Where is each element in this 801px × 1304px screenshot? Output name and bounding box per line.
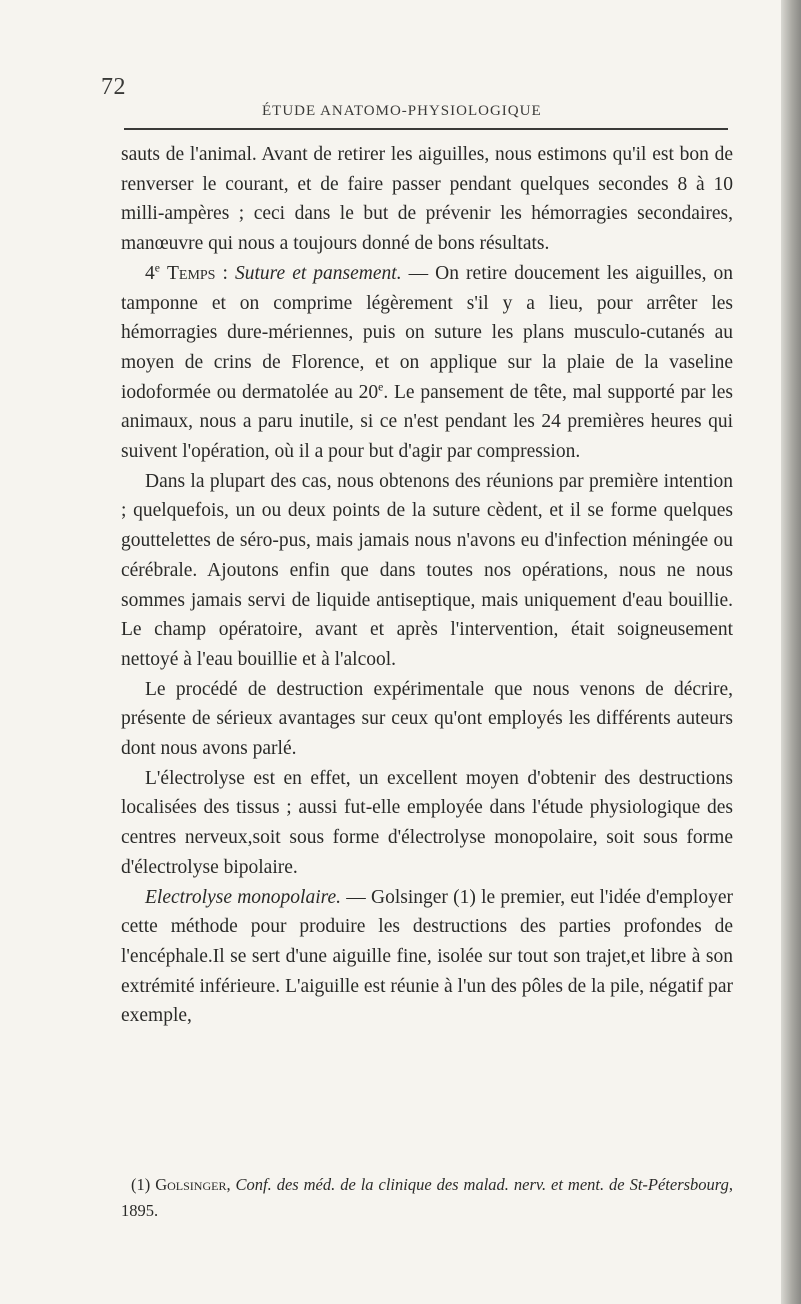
paragraph-1: sauts de l'animal. Avant de retirer les aiguilles, nous estimons qu'il est bon de renverser le courant, et de faire passer pendant quelques secondes 8 à 10 milli-ampères ; ceci dans le but de prévenir les hémorragies secondaires, manœuvre qui nous a toujours donné de bons résultats.	[121, 144, 733, 255]
footnote-marker: (1)	[131, 1175, 156, 1194]
paragraph-2-text-a: — On retire doucement les aiguilles, on tamponne et on comprime légèrement s'il y a lieu, pour arrêter les hémorragies dure-mériennes, puis on suture les plans musculo-cutanés au moyen de crins de Florence, et on applique sur la plaie de la vaseline iodoformée ou dermatolée au 20	[121, 262, 733, 403]
paragraph-6	[121, 883, 733, 1032]
step-number: 4	[145, 262, 155, 284]
step-label: Temps	[166, 262, 216, 284]
paragraph-5: L'électrolyse est en effet, un excellent moyen d'obtenir des destructions localisées des tissus ; aussi fut-elle employée dans l'étude physiologique des centres nerveux,soit sous forme d'électrolyse monopolaire, soit sous forme d'électrolyse bipolaire.	[121, 767, 733, 878]
page-number: 72	[101, 74, 126, 100]
paragraph-3: Dans la plupart des cas, nous obtenons des réunions par première intention ; quelquefois, un ou deux points de la suture cèdent, et il se forme quelques gouttelettes de séro-pus, mais jamais nous n'avons eu d'infection méningée ou cérébrale. Ajoutons enfin que dans toutes nos opérations, nous ne nous sommes jamais servi de liquide antiseptique, mais uniquement d'eau bouillie. Le champ opératoire, avant et après l'intervention, était soigneusement nettoyé à l'eau bouillie et à l'alcool.	[121, 470, 733, 670]
footnote	[121, 1172, 733, 1224]
paragraph-6-text: — Golsinger (1) le premier, eut l'idée d'employer cette méthode pour produire les destructions des parties profondes de l'encéphale.Il se sert d'une aiguille fine, isolée sur tout son trajet,et libre à son extrémité inférieure. L'aiguille est réunie à l'un des pôles de la pile, négatif par exemple,	[121, 886, 733, 1027]
footnote-reference: Conf. des méd. de la clinique des malad. nerv. et ment. de St-Pétersbourg	[235, 1175, 729, 1194]
page-edge-shadow	[781, 0, 801, 1304]
ordinal-marker: e	[378, 380, 384, 394]
running-head: ÉTUDE ANATOMO-PHYSIOLOGIQUE	[262, 103, 542, 119]
footnote-year: , 1895.	[121, 1175, 733, 1220]
footnote-separator: ,	[226, 1175, 236, 1194]
footnote-author: Golsinger	[155, 1175, 227, 1194]
paragraph-2	[121, 259, 733, 467]
colon: :	[215, 262, 235, 284]
paragraph-4: Le procédé de destruction expérimentale que nous venons de décrire, présente de sérieux avantages sur ceux qu'ont employés les différents auteurs dont nous avons parlé.	[121, 678, 733, 760]
footnote-text	[121, 1172, 733, 1224]
section-title: Electrolyse monopolaire.	[145, 886, 342, 908]
step-title: Suture et pansement.	[234, 262, 402, 284]
body-text	[121, 140, 733, 1031]
header-rule	[124, 128, 728, 130]
paragraph-2-text-b: . Le pansement de tête, mal supporté par les animaux, nous a paru inutile, si ce n'est pendant les 24 premières heures qui suivent l'opération, où il a pour but d'agir par compression.	[121, 381, 733, 463]
step-ordinal: e	[154, 261, 160, 275]
